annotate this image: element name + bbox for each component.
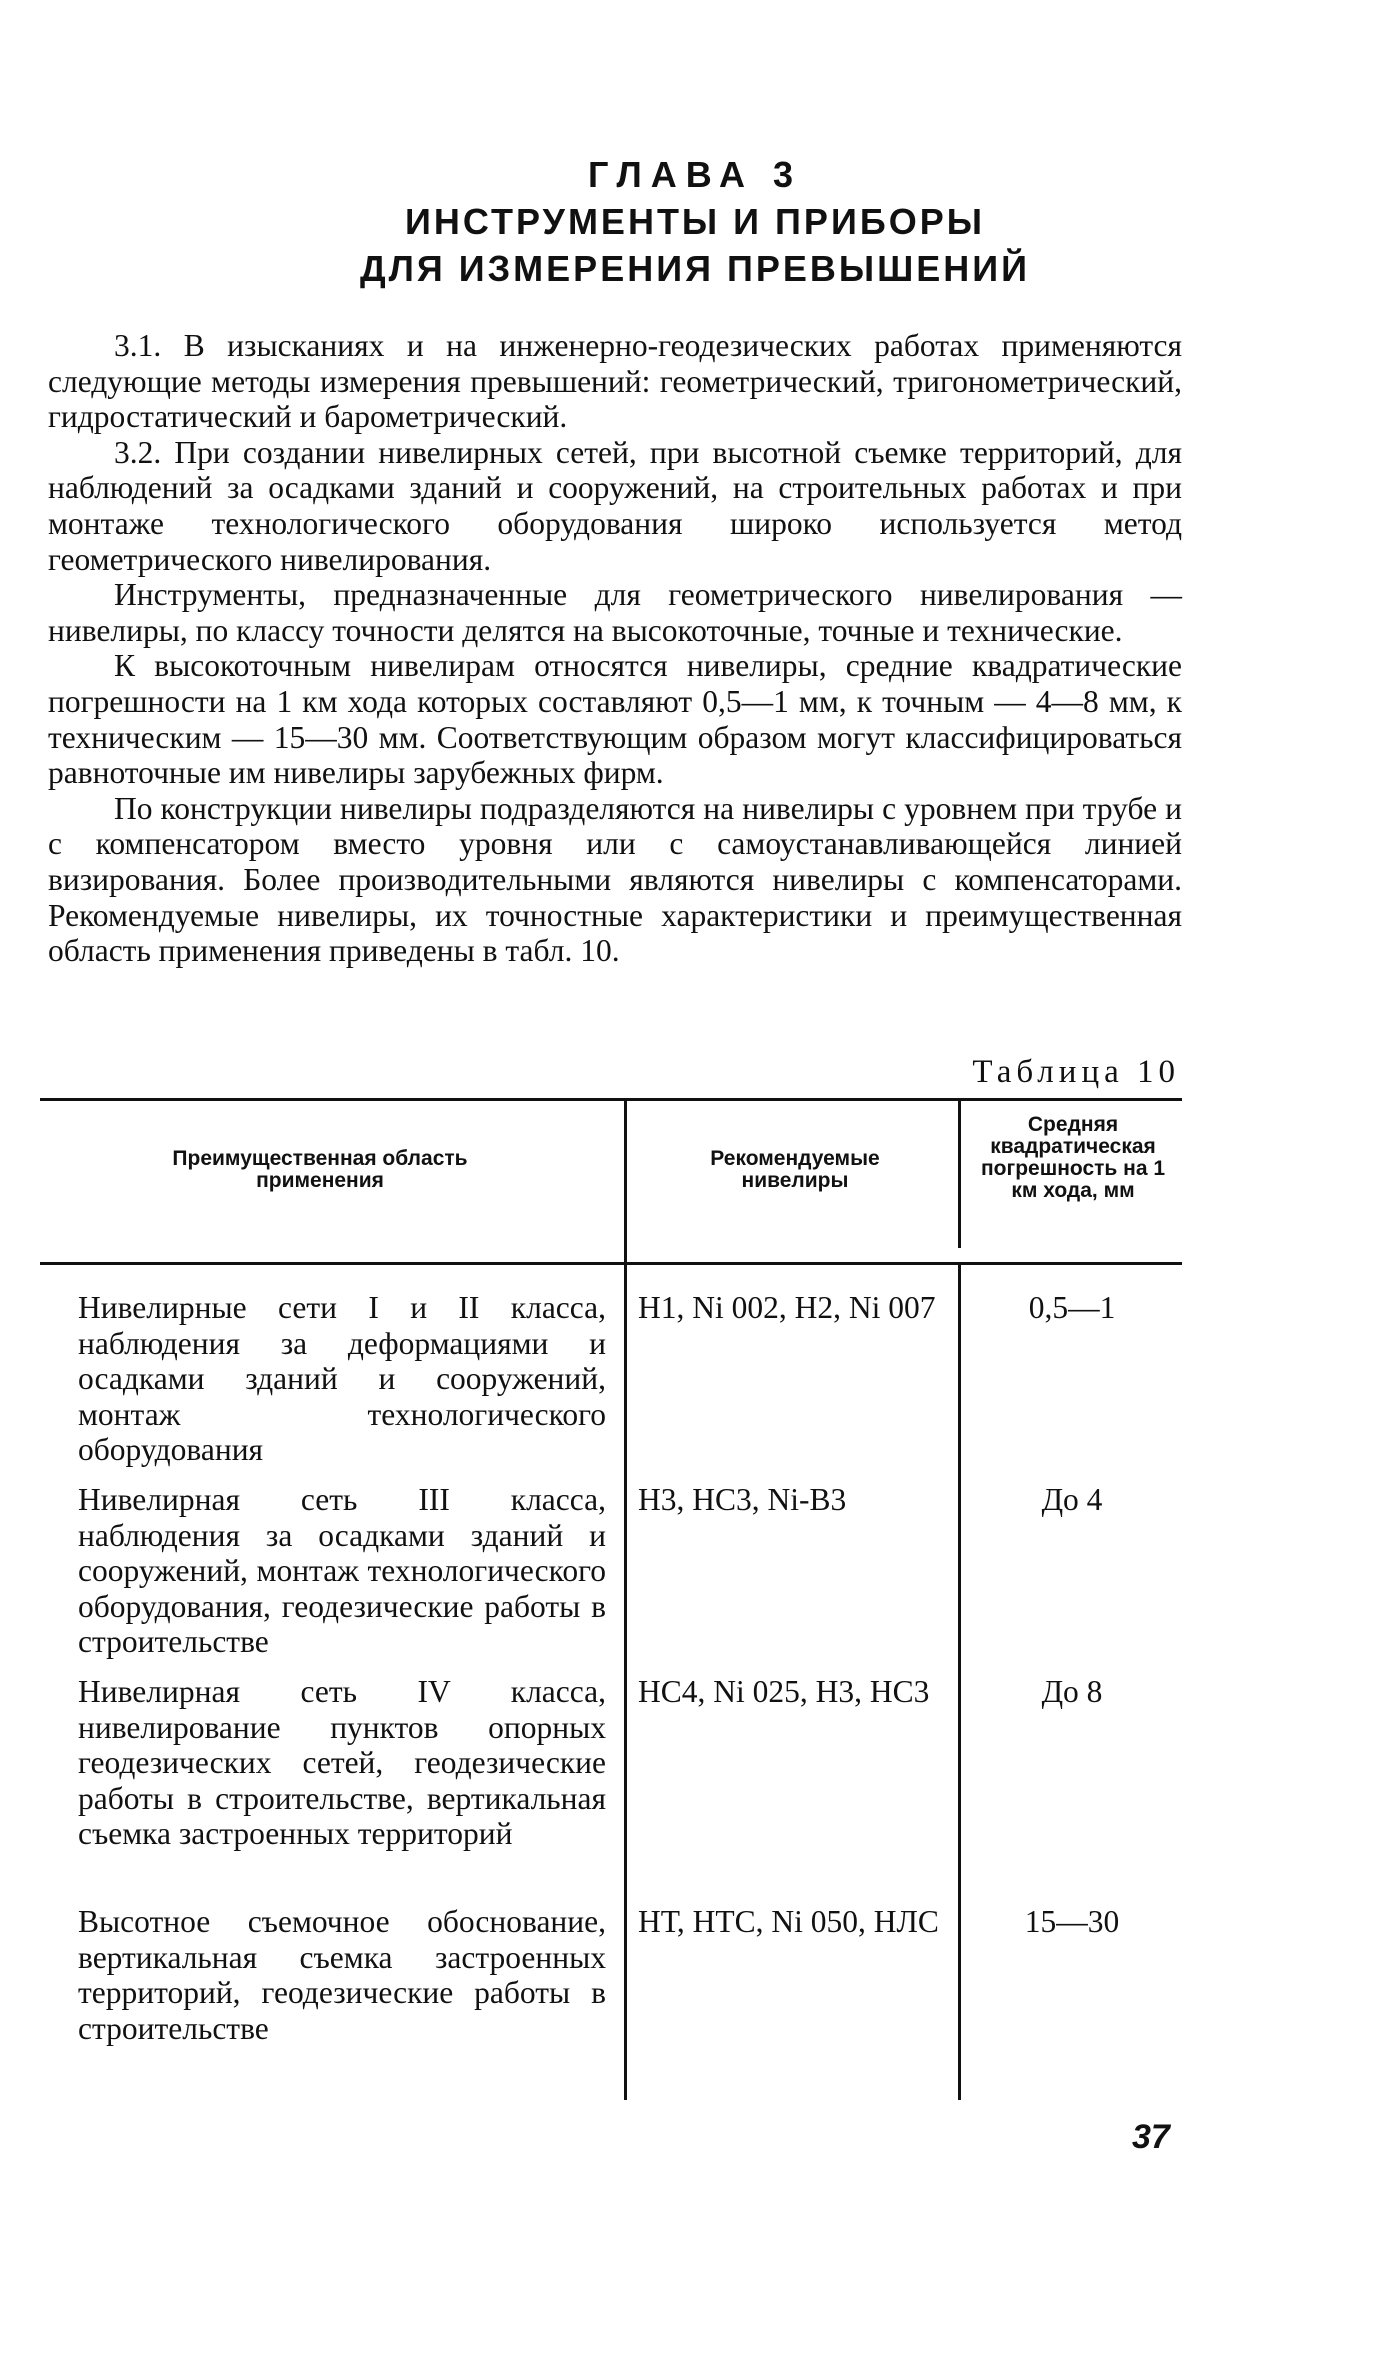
table-caption: Таблица 10	[972, 1054, 1180, 1090]
table-row-1-instruments: Н1, Ni 002, Н2, Ni 007	[638, 1290, 936, 1325]
paragraph-instruments: Инструменты, предназначенные для геометрического нивелирования — нивелиры, по классу точности делятся на высокоточные, точные и технические.	[48, 577, 1182, 648]
chapter-title-line-1: ИНСТРУМЕНТЫ И ПРИБОРЫ	[405, 201, 985, 242]
table-row-1-area: Нивелирные сети I и II класса, наблюдения за деформациями и осадками зданий и сооружений, монтаж технологического оборудования	[78, 1290, 606, 1468]
table-header-rule	[40, 1262, 1182, 1265]
table-row-2-accuracy: До 4	[1041, 1482, 1103, 1517]
table-column-divider-2	[958, 1098, 961, 1248]
table-row-2-area: Нивелирная сеть III класса, наблюдения за осадками зданий и сооружений, монтаж технологического оборудования, геодезические работы в строительстве	[78, 1482, 606, 1660]
paragraph-3-1: 3.1. В изысканиях и на инженерно-геодезических работах применяются следующие методы измерения превышений: геометрический, тригонометрический, гидростатический и барометрический.	[48, 328, 1182, 435]
chapter-label: ГЛАВА 3	[588, 154, 802, 195]
table-row-3-instruments: НС4, Ni 025, Н3, НС3	[638, 1674, 930, 1709]
chapter-title	[0, 198, 1390, 292]
table-row-4-instruments: НТ, НТС, Ni 050, НЛС	[638, 1904, 939, 1939]
table-column-divider-2-body	[958, 1262, 961, 2100]
table-row-2-instruments: Н3, НС3, Ni-В3	[638, 1482, 847, 1517]
paragraph-precision: К высокоточным нивелирам относятся нивелиры, средние квадратические погрешности на 1 км хода которых составляют 0,5—1 мм, к точным — 4—8 мм, к техническим — 15—30 мм. Соответствующим образом могут классифицироваться равноточные им нивелиры зарубежных фирм.	[48, 648, 1182, 791]
table-column-divider-1	[624, 1098, 627, 2100]
table-row-1-accuracy: 0,5—1	[1028, 1290, 1116, 1325]
table-header-instruments: Рекомендуемые нивелиры	[710, 1147, 880, 1192]
table-header-accuracy: Средняя квадратическая погрешность на 1 км хода, мм	[980, 1113, 1166, 1202]
paragraph-construction: По конструкции нивелиры подразделяются на нивелиры с уровнем при трубе и с компенсатором вместо уровня или с самоустанавливающейся линией визирования. Более производительными являются нивелиры с компенсаторами. Рекомендуемые нивелиры, их точностные характеристики и преимущественная область применения приведены в табл. 10.	[48, 790, 1182, 969]
paragraph-3-2: 3.2. При создании нивелирных сетей, при высотной съемке территорий, для наблюдений за осадками зданий и сооружений, на строительных работах и при монтаже технологического оборудования широко используется метод геометрического нивелирования.	[48, 434, 1182, 577]
table-top-rule	[40, 1098, 1182, 1101]
chapter-title-line-2: ДЛЯ ИЗМЕРЕНИЯ ПРЕВЫШЕНИЙ	[359, 248, 1031, 289]
table-row-4-area: Высотное съемочное обоснование, вертикальная съемка застроенных территорий, геодезические работы в строительстве	[78, 1904, 606, 2046]
table-header-area: Преимущественная область применения	[172, 1147, 468, 1192]
page-number: 37	[1132, 2118, 1170, 2156]
table-row-3-accuracy: До 8	[1041, 1674, 1103, 1709]
table-row-4-accuracy: 15—30	[1024, 1904, 1120, 1939]
table-row-3-area: Нивелирная сеть IV класса, нивелирование пунктов опорных геодезических сетей, геодезические работы в строительстве, вертикальная съемка застроенных территорий	[78, 1674, 606, 1852]
body-text	[48, 328, 1182, 969]
